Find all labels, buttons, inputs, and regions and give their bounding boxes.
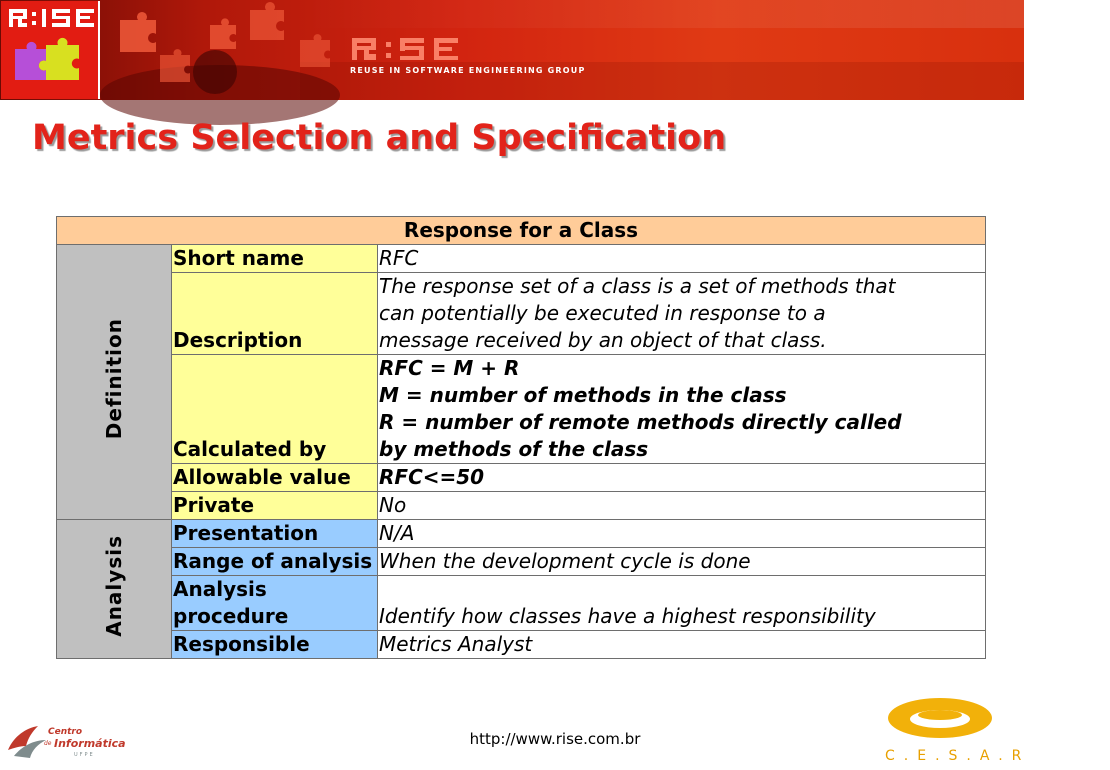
row-value bbox=[378, 273, 986, 355]
rise-banner-logotype bbox=[348, 36, 608, 80]
row-label: Allowable value bbox=[172, 464, 378, 492]
row-value bbox=[378, 520, 986, 548]
section-label-analysis bbox=[57, 520, 172, 659]
table-header: Response for a Class bbox=[57, 217, 986, 245]
section-name: Analysis bbox=[101, 534, 126, 637]
puzzle-art-image bbox=[100, 0, 360, 100]
svg-text:C.E.S.A.R: C.E.S.A.R bbox=[885, 748, 1031, 764]
svg-text:de: de bbox=[44, 740, 52, 747]
value-line: No bbox=[379, 493, 407, 517]
row-label: Private bbox=[172, 492, 378, 520]
table-row bbox=[57, 520, 986, 548]
table-row bbox=[57, 245, 986, 273]
table-row bbox=[57, 548, 986, 576]
svg-text:REUSE IN SOFTWARE ENGINEERING: REUSE IN SOFTWARE ENGINEERING GROUP bbox=[350, 66, 586, 75]
row-value bbox=[378, 576, 986, 631]
table-row bbox=[57, 464, 986, 492]
page-title: Metrics Selection and Specification bbox=[32, 118, 727, 158]
row-label: Presentation bbox=[172, 520, 378, 548]
value-line: When the development cycle is done bbox=[379, 549, 751, 573]
header-banner bbox=[0, 0, 1024, 100]
row-label: Range of analysis bbox=[172, 548, 378, 576]
table-row bbox=[57, 273, 986, 355]
value-line: Identify how classes have a highest responsibility bbox=[379, 604, 876, 628]
row-value bbox=[378, 355, 986, 464]
row-label: Analysis procedure bbox=[172, 576, 378, 631]
svg-text:Centro: Centro bbox=[48, 727, 83, 737]
value-line: M = number of methods in the class bbox=[379, 383, 787, 407]
table-row bbox=[57, 355, 986, 464]
value-line: RFC = M + R bbox=[379, 356, 520, 380]
row-label: Responsible bbox=[172, 631, 378, 659]
row-label: Description bbox=[172, 273, 378, 355]
rise-logo bbox=[1, 1, 100, 99]
value-line: R = number of remote methods directly called bbox=[379, 410, 902, 434]
value-line: RFC bbox=[379, 246, 419, 270]
row-value bbox=[378, 492, 986, 520]
value-line: RFC<=50 bbox=[379, 465, 485, 489]
value-line: message received by an object of that class. bbox=[379, 328, 827, 352]
section-name: Definition bbox=[101, 317, 126, 440]
svg-text:Informática: Informática bbox=[54, 737, 126, 750]
row-value bbox=[378, 464, 986, 492]
value-line: Metrics Analyst bbox=[379, 632, 533, 656]
value-line: can potentially be executed in response to a bbox=[379, 301, 826, 325]
row-value bbox=[378, 245, 986, 273]
svg-text:UFPE: UFPE bbox=[74, 752, 95, 758]
section-label-definition bbox=[57, 245, 172, 520]
table-row bbox=[57, 576, 986, 631]
row-value bbox=[378, 631, 986, 659]
row-label: Short name bbox=[172, 245, 378, 273]
value-line: The response set of a class is a set of methods that bbox=[379, 274, 896, 298]
footer-url: http://www.rise.com.br bbox=[469, 730, 641, 748]
row-label: Calculated by bbox=[172, 355, 378, 464]
value-line: by methods of the class bbox=[379, 437, 649, 461]
banner-highlight bbox=[300, 0, 1024, 28]
metric-spec-table bbox=[56, 216, 986, 659]
table-row bbox=[57, 492, 986, 520]
cesar-logo bbox=[880, 694, 1031, 770]
row-value bbox=[378, 548, 986, 576]
table-header-row bbox=[57, 217, 986, 245]
value-line: N/A bbox=[379, 521, 415, 545]
table-row bbox=[57, 631, 986, 659]
